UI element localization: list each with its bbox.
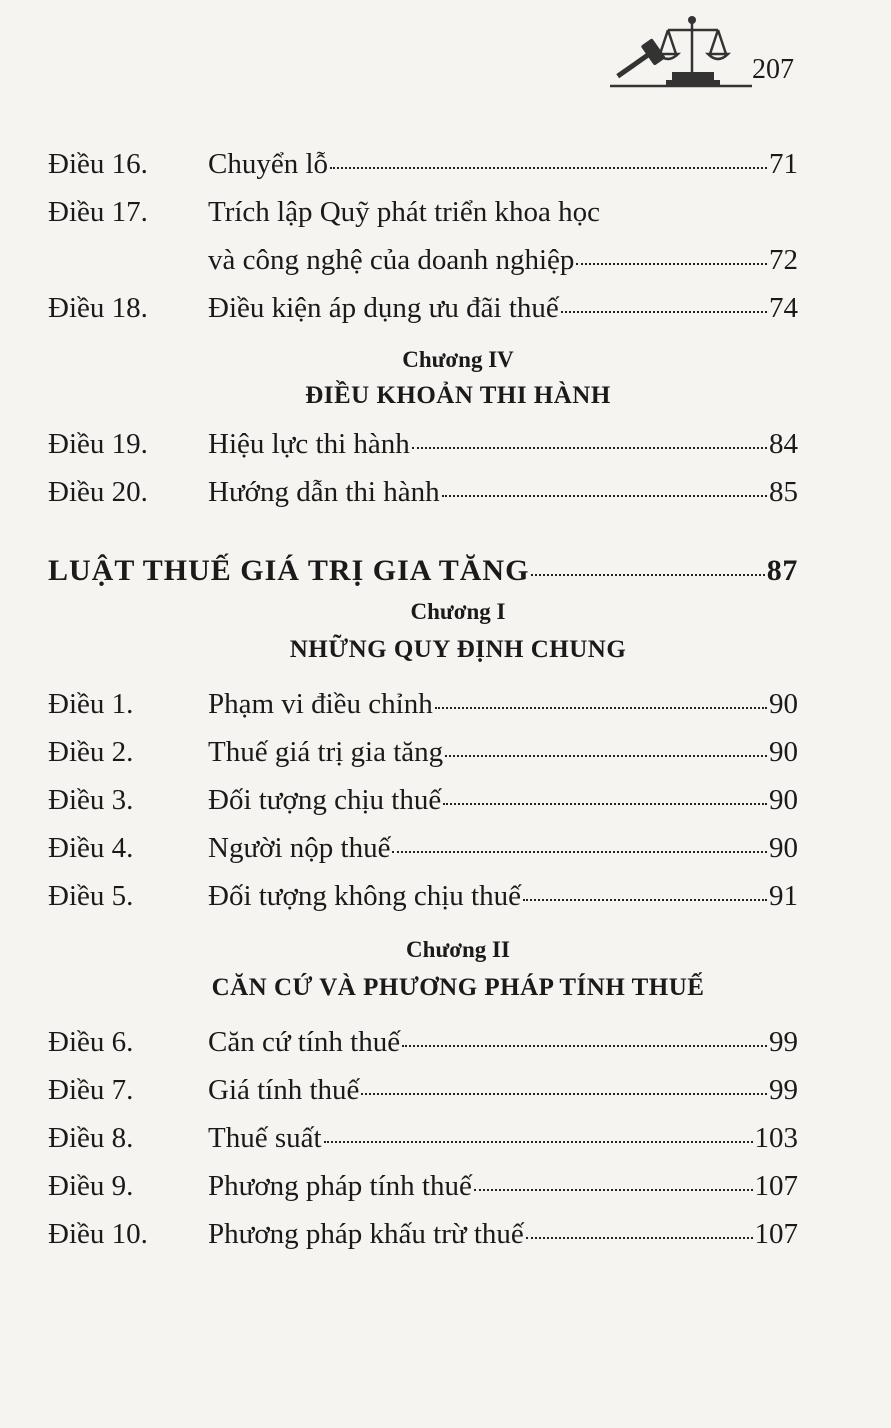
article-number: Điều 19.: [48, 428, 148, 460]
table-of-contents: [48, 140, 798, 1258]
article-title: Thuế giá trị gia tăng: [208, 736, 444, 768]
article-number: Điều 6.: [48, 1026, 134, 1058]
toc-entry-article-3: [48, 776, 798, 824]
page-ref: 99: [769, 1074, 798, 1106]
page-ref: 84: [769, 428, 798, 460]
page-ref: 103: [754, 1122, 798, 1154]
page-ref: 74: [769, 292, 798, 324]
article-title: Đối tượng chịu thuế: [208, 784, 442, 816]
article-title: Phương pháp tính thuế: [208, 1170, 472, 1202]
page-ref: 107: [754, 1218, 798, 1250]
toc-entry-article-2: [48, 728, 798, 776]
article-title: Hướng dẫn thi hành: [208, 476, 440, 508]
article-number: Điều 9.: [48, 1170, 134, 1202]
page-ref: 90: [769, 784, 798, 816]
toc-entry-article-4: [48, 824, 798, 872]
toc-entry-article-6: [48, 1018, 798, 1066]
article-number: Điều 16.: [48, 148, 148, 180]
law-heading: [48, 546, 798, 596]
dot-leader: [324, 1139, 753, 1143]
toc-entry-article-9: [48, 1162, 798, 1210]
page-ref: 91: [769, 880, 798, 912]
dot-leader: [576, 261, 767, 265]
article-number: Điều 1.: [48, 688, 134, 720]
page-ref: 99: [769, 1026, 798, 1058]
article-title: Căn cứ tính thuế: [208, 1026, 401, 1058]
toc-entry-article-8: [48, 1114, 798, 1162]
page-ref: 85: [769, 476, 798, 508]
dot-leader: [526, 1235, 753, 1239]
chapter-name: ĐIỀU KHOẢN THI HÀNH: [305, 382, 611, 409]
chapter-label: Chương I: [410, 599, 506, 624]
dot-leader: [412, 445, 767, 449]
dot-leader: [361, 1091, 767, 1095]
page-ref: 72: [769, 244, 798, 276]
dot-leader: [445, 753, 767, 757]
toc-entry-article-5: [48, 872, 798, 920]
chapter-name: CĂN CỨ VÀ PHƯƠNG PHÁP TÍNH THUẾ: [211, 974, 705, 1001]
toc-entry-article-1: [48, 680, 798, 728]
toc-entry-article-16: [48, 140, 798, 188]
dot-leader: [523, 897, 767, 901]
article-number: Điều 18.: [48, 292, 148, 324]
chapter-name: NHỮNG QUY ĐỊNH CHUNG: [289, 636, 627, 663]
article-title: Điều kiện áp dụng ưu đãi thuế: [208, 292, 559, 324]
article-title: Phạm vi điều chỉnh: [208, 688, 433, 720]
article-title: Chuyển lỗ: [208, 148, 329, 180]
article-title-line2: và công nghệ của doanh nghiệp: [208, 244, 575, 276]
page-ref: 90: [769, 736, 798, 768]
article-number: Điều 2.: [48, 736, 134, 768]
article-title-line1: Trích lập Quỹ phát triển khoa học: [208, 196, 600, 228]
page-ref: 90: [769, 832, 798, 864]
toc-entry-article-17-line2: [48, 236, 798, 284]
toc-entry-article-17-line1: [48, 188, 798, 236]
law-title: LUẬT THUẾ GIÁ TRỊ GIA TĂNG: [48, 554, 530, 587]
article-title: Người nộp thuế: [208, 832, 391, 864]
article-number: Điều 20.: [48, 476, 148, 508]
dot-leader: [442, 493, 767, 497]
scales-and-gavel-icon: [606, 8, 756, 88]
dot-leader: [330, 165, 767, 169]
article-number: Điều 10.: [48, 1218, 148, 1250]
article-title: Hiệu lực thi hành: [208, 428, 410, 460]
article-number: Điều 4.: [48, 832, 134, 864]
chapter-label: Chương IV: [402, 347, 514, 372]
article-title: Đối tượng không chịu thuế: [208, 880, 521, 912]
dot-leader: [474, 1187, 753, 1191]
dot-leader: [531, 572, 764, 576]
toc-entry-article-10: [48, 1210, 798, 1258]
dot-leader: [435, 705, 767, 709]
toc-entry-article-7: [48, 1066, 798, 1114]
dot-leader: [392, 849, 767, 853]
dot-leader: [561, 309, 767, 313]
page-ref: 90: [769, 688, 798, 720]
dot-leader: [402, 1043, 767, 1047]
toc-entry-article-19: [48, 420, 798, 468]
article-number: Điều 3.: [48, 784, 134, 816]
chapter-label: Chương II: [406, 937, 510, 962]
toc-entry-article-20: [48, 468, 798, 516]
article-title: Giá tính thuế: [208, 1074, 360, 1106]
article-number: Điều 5.: [48, 880, 134, 912]
article-number: Điều 17.: [48, 196, 148, 228]
dot-leader: [443, 801, 767, 805]
page-ref: 107: [754, 1170, 798, 1202]
page-ref: 87: [766, 554, 798, 587]
page-number: 207: [752, 54, 794, 85]
article-title: Thuế suất: [208, 1122, 322, 1154]
article-number: Điều 7.: [48, 1074, 134, 1106]
page-ref: 71: [769, 148, 798, 180]
article-number: Điều 8.: [48, 1122, 134, 1154]
article-title: Phương pháp khấu trừ thuế: [208, 1218, 524, 1250]
toc-entry-article-18: [48, 284, 798, 332]
